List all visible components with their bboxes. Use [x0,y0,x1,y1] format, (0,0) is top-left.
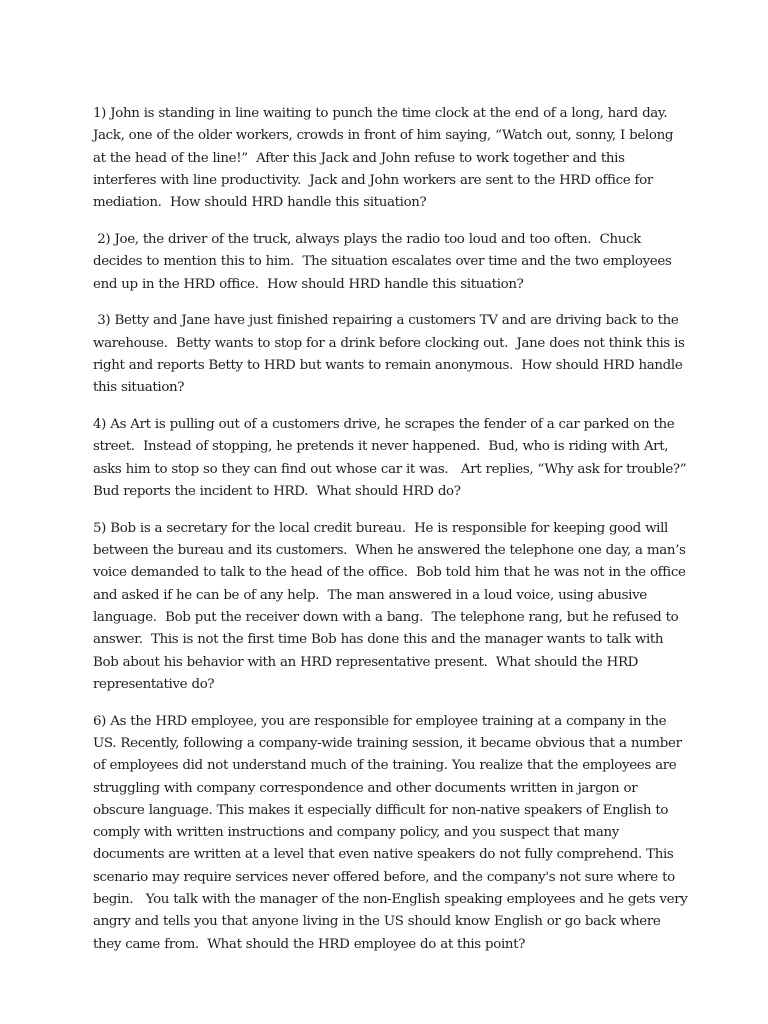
scenario-paragraph-3: 3) Betty and Jane have just finished repairing a customers TV and are driving back to the warehouse. Betty wants to stop for a drink before clocking out. Jane does not think this is right and reports Betty to HRD but wants to remain anonymous. How should HRD handle this situation? [93,313,689,396]
scenario-paragraph-2: 2) Joe, the driver of the truck, always plays the radio too loud and too often. Chuck decides to mention this to him. The situation escalates over time and the two employees end up in the HRD office. How should HRD handle this situation? [93,231,676,292]
scenario-paragraph-6: 6) As the HRD employee, you are responsible for employee training at a company in the US. Recently, following a company-wide training session, it became obvious that a number of employees did not understand much of the training. You realize that the employees are struggling with company correspondence and other documents written in jargon or obscure language. This makes it especially difficult for non-native speakers of English to comply with written instructions and company policy, and you suspect that many documents are written at a level that even native speakers do not fully comprehend. This scenario may require services never offered before, and the company's not sure where to begin. You talk with the manager of the non-English speaking employees and he gets very angry and tells you that anyone living in the US should know English or go back where they came from. What should the HRD employee do at this point? [93,713,692,952]
document-page [93,103,692,956]
scenario-paragraph-1: 1) John is standing in line waiting to punch the time clock at the end of a long, hard day. Jack, one of the older workers, crowds in front of him saying, “Watch out, sonny, I belong at the head of the line!” After this Jack and John refuse to work together and this interferes with line productivity. Jack and John workers are sent to the HRD office for mediation. How should HRD handle this situation? [93,106,678,211]
scenario-paragraph-5: 5) Bob is a secretary for the local credit bureau. He is responsible for keeping good will between the bureau and its customers. When he answered the telephone one day, a man’s voice demanded to talk to the head of the office. Bob told him that he was not in the office and asked if he can be of any help. The man answered in a loud voice, using abusive language. Bob put the receiver down with a bang. The telephone rang, but he refused to answer. This is not the first time Bob has done this and the manager wants to talk with Bob about his behavior with an HRD representative present. What should the HRD representative do? [93,520,690,692]
scenario-paragraph-4: 4) As Art is pulling out of a customers drive, he scrapes the fender of a car parked on the street. Instead of stopping, he pretends it never happened. Bud, who is riding with Art, asks him to stop so they can find out whose car it was. Art replies, “Why ask for trouble?” Bud reports the incident to HRD. What should HRD do? [93,417,691,499]
